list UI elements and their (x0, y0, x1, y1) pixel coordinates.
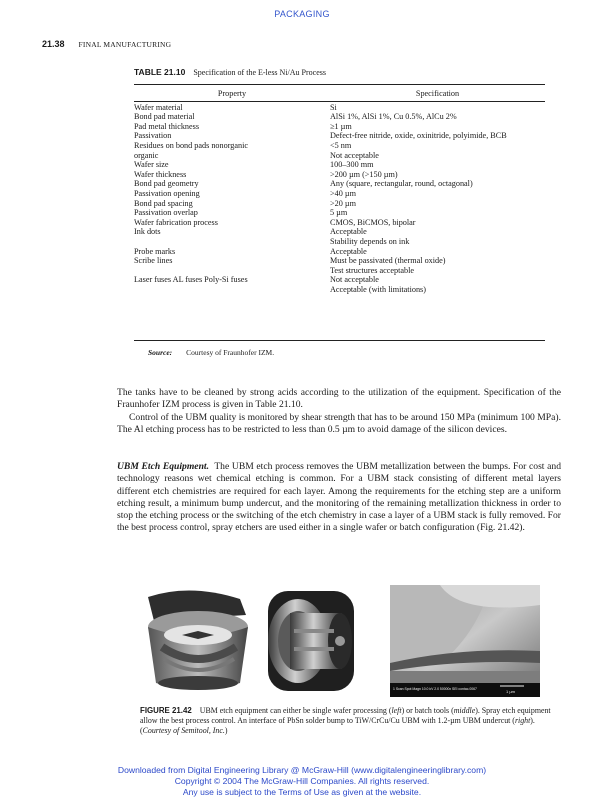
table-source (148, 348, 274, 357)
source-text: Courtesy of Fraunhofer IZM. (186, 348, 275, 357)
section-banner: PACKAGING (274, 9, 330, 19)
cell-spec: Defect-free nitride, oxide, oxinitride, polyimide, BCB (330, 131, 507, 141)
cell-property: Bond pad geometry (134, 179, 199, 189)
cell-property (134, 237, 330, 247)
batch-tool-image (268, 591, 354, 691)
cell-property: Bond pad spacing (134, 198, 193, 208)
sem-micrograph-image (390, 585, 540, 697)
table-row (134, 218, 545, 228)
cell-spec: Must be passivated (thermal oxide) (330, 256, 446, 266)
equipment-photos (140, 585, 552, 697)
figure-label: FIGURE 21.42 (140, 706, 192, 715)
table-row (134, 151, 545, 161)
table-row (134, 266, 545, 276)
table-row (134, 103, 545, 113)
table-row (134, 275, 545, 285)
cell-property: Wafer size (134, 160, 169, 170)
download-footer (0, 765, 604, 797)
single-wafer-tool-image (148, 590, 248, 690)
cell-property: Passivation (134, 131, 172, 141)
cell-spec: CMOS, BiCMOS, bipolar (330, 217, 416, 227)
table-title: Specification of the E-less Ni/Au Process (193, 68, 326, 77)
spec-table (134, 89, 545, 294)
footer-line-2: Copyright © 2004 The McGraw-Hill Companies. All rights reserved. (174, 775, 430, 786)
cell-property: Passivation overlap (134, 208, 198, 218)
cell-property: Probe marks (134, 246, 176, 256)
sem-scale-bar-label: 1 µm (506, 689, 515, 694)
cell-property (134, 285, 330, 295)
table-caption (134, 67, 326, 77)
cell-spec: Test structures acceptable (330, 265, 414, 275)
cell-property: Wafer thickness (134, 169, 187, 179)
cell-spec: Acceptable (330, 246, 367, 256)
cell-property: Laser fuses AL fuses Poly-Si fuses (134, 275, 248, 285)
section-heading: UBM Etch Equipment. (117, 461, 209, 472)
table-row (134, 285, 545, 295)
table-row (134, 189, 545, 199)
cell-spec: Not acceptable (330, 150, 379, 160)
table-row (134, 237, 545, 247)
cell-spec: Not acceptable (330, 275, 379, 285)
table-row (134, 170, 545, 180)
table-header-row (134, 89, 545, 103)
page-header (42, 39, 171, 49)
sem-readout: 1 Scan Spot Magn 10.0 kV 2.0 50000x SEI contac.0067 (393, 687, 477, 691)
page-number: 21.38 (42, 39, 65, 49)
cell-spec: >200 µm (>150 µm) (330, 169, 398, 179)
col-spec-header: Specification (415, 89, 460, 98)
cell-spec: AlSi 1%, AlSi 1%, Cu 0.5%, AlCu 2% (330, 112, 457, 122)
cell-spec: >40 µm (330, 188, 356, 198)
table-row (134, 112, 545, 122)
table-row (134, 227, 545, 237)
table-row (134, 256, 545, 266)
table-row (134, 122, 545, 132)
cell-property: Pad metal thickness (134, 121, 200, 131)
table-row (134, 247, 545, 257)
table-label: TABLE 21.10 (134, 67, 186, 77)
footer-line-3: Any use is subject to the Terms of Use as given at the website. (182, 786, 422, 797)
cell-spec: Stability depends on ink (330, 236, 410, 246)
table-top-rule (134, 84, 545, 85)
cell-property: Residues on bond pads nonorganic (134, 140, 249, 150)
table-row (134, 160, 545, 170)
table-row (134, 131, 545, 141)
footer-line-1[interactable]: Downloaded from Digital Engineering Library @ McGraw-Hill (www.digitalengineeringlibrary.com) (117, 765, 487, 775)
cell-spec: Acceptable (with limitations) (330, 284, 426, 294)
cell-property (134, 266, 330, 276)
col-property-header: Property (217, 89, 247, 98)
cell-property: Wafer material (134, 102, 183, 112)
cell-property: Scribe lines (134, 256, 173, 266)
figure-21-42 (140, 585, 552, 697)
cell-property: organic (134, 150, 159, 160)
ubm-etch-section (117, 461, 561, 535)
cell-spec: 5 µm (330, 208, 348, 218)
cell-spec: Si (330, 102, 337, 112)
cell-spec: Acceptable (330, 227, 367, 237)
table-row (134, 208, 545, 218)
cell-spec: Any (square, rectangular, round, octagonal) (330, 179, 473, 189)
table-row (134, 199, 545, 209)
table-body (134, 103, 545, 295)
cell-property: Passivation opening (134, 188, 200, 198)
cell-property: Wafer fabrication process (134, 217, 218, 227)
source-label: Source: (148, 348, 173, 357)
cell-spec: ≥1 µm (330, 121, 352, 131)
paragraph-2: Control of the UBM quality is monitored by shear strength that has to be around 150 MPa (minimum 100 MPa). The Al etching process has to be restricted to less than 0.5 µm to avoid damage of the silicon devices. (117, 411, 561, 435)
body-text (117, 387, 561, 436)
table-bottom-rule (134, 340, 545, 341)
cell-spec: <5 nm (330, 140, 352, 150)
paragraph-3: The UBM etch process removes the UBM metallization between the bumps. For cost and technology reasons wet chemical etching is common. For a UBM stack consisting of different metal layers different etch chemistries are required for each layer. Among the requirements for the etching step are a uniform etching result, a minimum bump undercut, and the monitoring of the remaining metallization thickness in order to stop the etching process or the switching of the etch chemistry in case a layer of a UBM stack is fully removed. For the best process control, spray etchers are used either in a single wafer or batch configuration (Fig. 21.42). (117, 461, 561, 534)
paragraph-1: The tanks have to be cleaned by strong acids according to the utilization of the equipment. Specification of the Fraunhofer IZM process is given in Table 21.10. (117, 387, 561, 411)
table-row (134, 179, 545, 189)
figure-caption: FIGURE 21.42 UBM etch equipment can either be single wafer processing (left) or batch tools (middle). Spray etch equipment allow the best process control. An interface of PbSn solder bump to TiW/CrCu/Cu UBM with 1.2-µm UBM undercut (right). (Courtesy of Semitool, Inc.) (140, 706, 551, 736)
running-title: FINAL MANUFACTURING (78, 40, 172, 49)
table-row (134, 141, 545, 151)
cell-property: Ink dots (134, 227, 161, 237)
cell-spec: >20 µm (330, 198, 356, 208)
cell-property: Bond pad material (134, 112, 195, 122)
cell-spec: 100–300 mm (330, 160, 374, 170)
